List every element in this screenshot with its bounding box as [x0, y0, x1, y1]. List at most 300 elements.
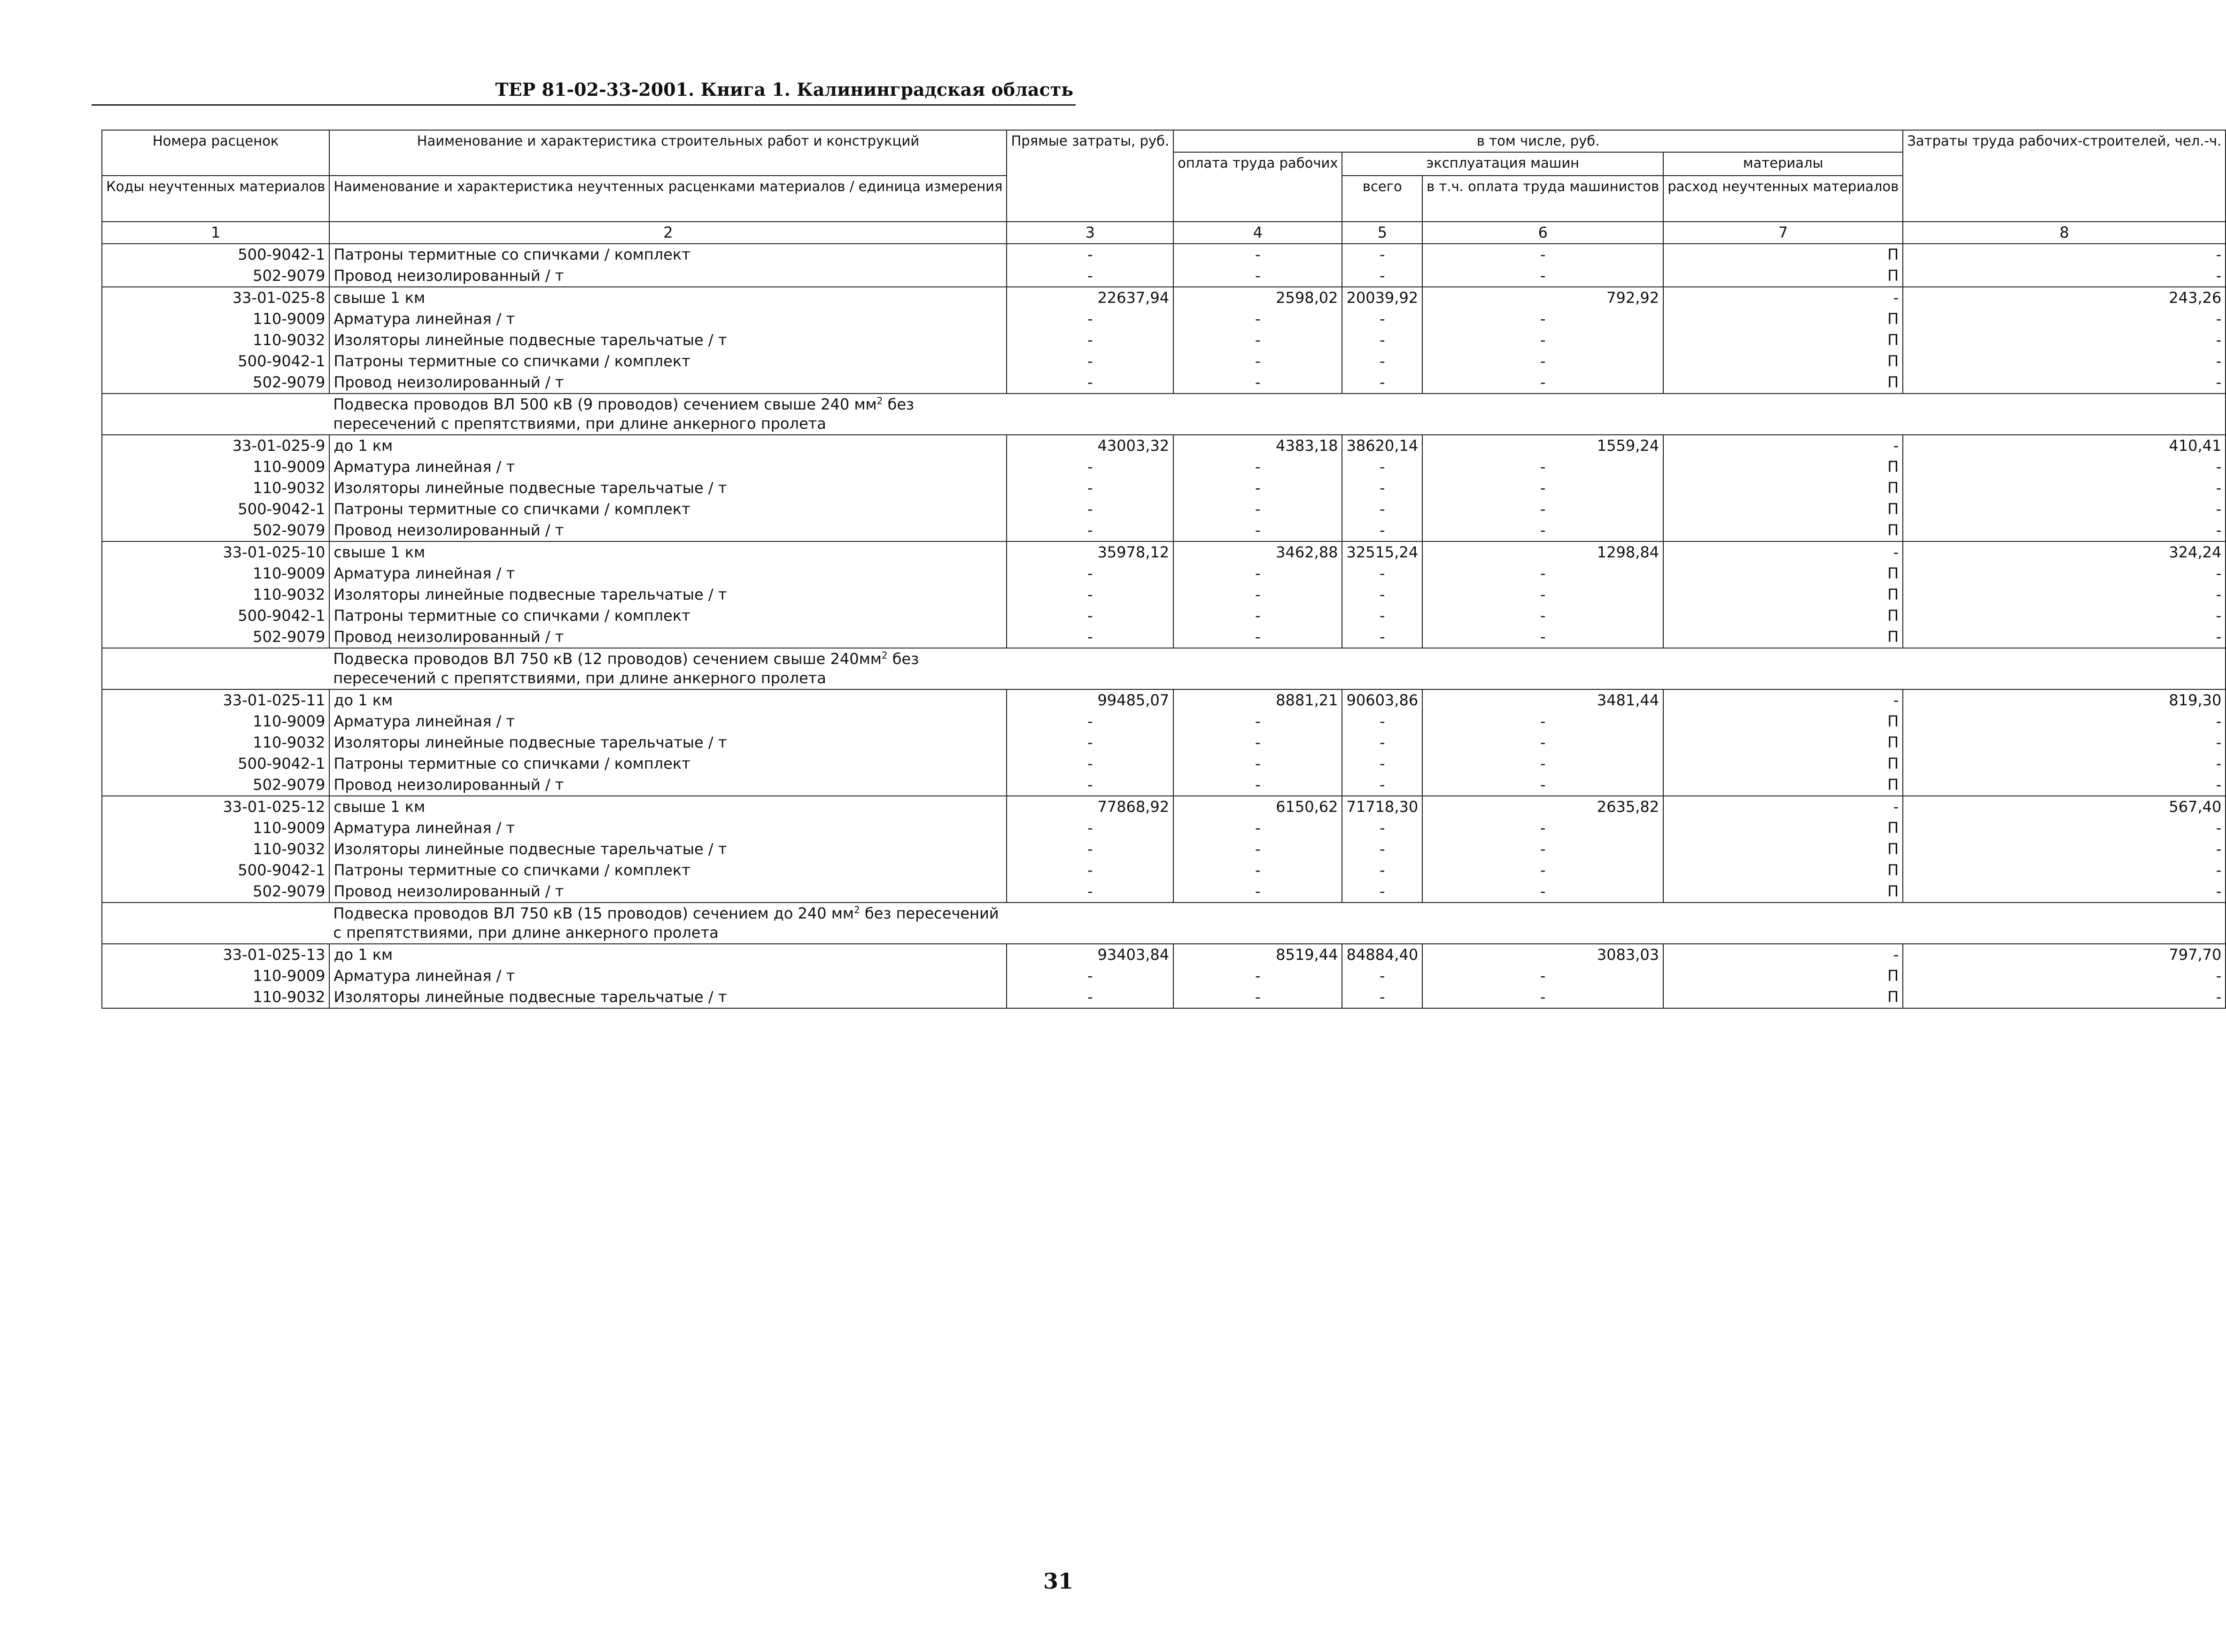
material-row: [102, 351, 2226, 372]
header-col8: Затраты труда рабочих-строителей, чел.-ч.: [1903, 130, 2226, 222]
value-cell: П: [1663, 626, 1903, 648]
value-cell: -: [1342, 965, 1422, 987]
value-cell: 22637,94: [1007, 287, 1173, 309]
value-cell: 4383,18: [1173, 435, 1342, 456]
material-name: Арматура линейная / т: [329, 818, 1007, 839]
value-cell: -: [1173, 499, 1342, 520]
value-cell: -: [1173, 244, 1342, 265]
value-cell: 35978,12: [1007, 541, 1173, 563]
value-cell: -: [1342, 711, 1422, 732]
material-code: 110-9009: [102, 563, 329, 584]
value-cell: -: [1007, 584, 1173, 605]
value-cell: 20039,92: [1342, 287, 1422, 309]
material-name: Изоляторы линейные подвесные тарельчатые / т: [329, 584, 1007, 605]
value-cell: П: [1663, 478, 1903, 499]
header-col6: в т.ч. оплата труда машинистов: [1422, 176, 1663, 222]
value-cell: П: [1663, 456, 1903, 478]
value-cell: -: [1422, 330, 1663, 351]
material-code: 110-9009: [102, 818, 329, 839]
material-name: Патроны термитные со спичками / комплект: [329, 605, 1007, 626]
value-cell: -: [1342, 563, 1422, 584]
material-name: Изоляторы линейные подвесные тарельчатые / т: [329, 732, 1007, 753]
value-cell: -: [1007, 711, 1173, 732]
value-cell: -: [1007, 732, 1173, 753]
value-cell: -: [1903, 711, 2226, 732]
value-cell: -: [1342, 456, 1422, 478]
value-cell: -: [1903, 881, 2226, 903]
value-cell: -: [1342, 818, 1422, 839]
value-cell: -: [1007, 860, 1173, 881]
value-cell: -: [1422, 732, 1663, 753]
header-col1-top: Номера расценок: [102, 130, 329, 176]
value-cell: П: [1663, 711, 1903, 732]
rate-row: [102, 944, 2226, 965]
material-code: 500-9042-1: [102, 499, 329, 520]
material-name: Провод неизолированный / т: [329, 881, 1007, 903]
value-cell: 3481,44: [1422, 689, 1663, 711]
value-cell: 1298,84: [1422, 541, 1663, 563]
material-code: 110-9032: [102, 732, 329, 753]
page-number: 31: [1043, 1568, 1073, 1594]
value-cell: П: [1663, 732, 1903, 753]
value-cell: -: [1007, 499, 1173, 520]
value-cell: -: [1903, 965, 2226, 987]
value-cell: -: [1663, 435, 1903, 456]
value-cell: 3462,88: [1173, 541, 1342, 563]
value-cell: 38620,14: [1342, 435, 1422, 456]
value-cell: -: [1422, 584, 1663, 605]
material-row: [102, 605, 2226, 626]
value-cell: П: [1663, 753, 1903, 774]
value-cell: П: [1663, 563, 1903, 584]
header-col2-top: Наименование и характеристика строительных работ и конструкций: [329, 130, 1007, 176]
value-cell: -: [1903, 372, 2226, 394]
value-cell: -: [1663, 689, 1903, 711]
table-header: [102, 130, 2226, 244]
value-cell: -: [1173, 330, 1342, 351]
value-cell: -: [1342, 244, 1422, 265]
material-row: [102, 330, 2226, 351]
rate-row: [102, 796, 2226, 818]
value-cell: П: [1663, 499, 1903, 520]
rate-code: 33-01-025-12: [102, 796, 329, 818]
value-cell: -: [1903, 818, 2226, 839]
material-name: Арматура линейная / т: [329, 965, 1007, 987]
material-code: 500-9042-1: [102, 244, 329, 265]
material-row: [102, 499, 2226, 520]
value-cell: -: [1342, 774, 1422, 796]
material-code: 502-9079: [102, 265, 329, 287]
value-cell: 243,26: [1903, 287, 2226, 309]
material-code: 110-9032: [102, 584, 329, 605]
header-rule: [92, 104, 1076, 106]
value-cell: 792,92: [1422, 287, 1663, 309]
value-cell: -: [1173, 372, 1342, 394]
material-name: Изоляторы линейные подвесные тарельчатые / т: [329, 478, 1007, 499]
value-cell: -: [1173, 478, 1342, 499]
superscript: 2: [854, 904, 860, 916]
value-cell: П: [1663, 584, 1903, 605]
material-code: 502-9079: [102, 372, 329, 394]
value-cell: -: [1342, 351, 1422, 372]
section-heading-text: Подвеска проводов ВЛ 750 кВ (12 проводов) сечением свыше 240мм: [333, 650, 882, 668]
value-cell: -: [1007, 774, 1173, 796]
value-cell: -: [1173, 753, 1342, 774]
value-cell: 2598,02: [1173, 287, 1342, 309]
value-cell: -: [1173, 309, 1342, 330]
material-code: 110-9032: [102, 987, 329, 1008]
value-cell: -: [1007, 520, 1173, 541]
material-row: [102, 584, 2226, 605]
section-heading: [329, 903, 1007, 944]
value-cell: -: [1173, 456, 1342, 478]
value-cell: -: [1007, 753, 1173, 774]
material-name: Изоляторы линейные подвесные тарельчатые / т: [329, 839, 1007, 860]
value-cell: 93403,84: [1007, 944, 1173, 965]
value-cell: -: [1342, 584, 1422, 605]
rate-row: [102, 287, 2226, 309]
material-code: 500-9042-1: [102, 605, 329, 626]
rate-name: до 1 км: [329, 689, 1007, 711]
section-heading-text: Подвеска проводов ВЛ 750 кВ (15 проводов) сечением до 240 мм: [333, 904, 854, 922]
value-cell: -: [1173, 584, 1342, 605]
section-heading-text-cont: без пересечений с препятствиями, при длине анкерного пролета: [333, 904, 999, 942]
header-col3: Прямые затраты, руб.: [1007, 130, 1173, 222]
value-cell: -: [1663, 944, 1903, 965]
value-cell: -: [1007, 839, 1173, 860]
column-number: 1: [102, 222, 329, 244]
section-heading-row: [102, 903, 2226, 944]
value-cell: П: [1663, 839, 1903, 860]
material-row: [102, 965, 2226, 987]
material-row: [102, 860, 2226, 881]
value-cell: -: [1903, 499, 2226, 520]
value-cell: 324,24: [1903, 541, 2226, 563]
column-number: 3: [1007, 222, 1173, 244]
rate-name: до 1 км: [329, 944, 1007, 965]
value-cell: -: [1007, 330, 1173, 351]
material-row: [102, 372, 2226, 394]
material-name: Изоляторы линейные подвесные тарельчатые / т: [329, 987, 1007, 1008]
value-cell: 84884,40: [1342, 944, 1422, 965]
value-cell: 43003,32: [1007, 435, 1173, 456]
value-cell: -: [1422, 711, 1663, 732]
value-cell: -: [1342, 605, 1422, 626]
material-code: 502-9079: [102, 881, 329, 903]
rate-name: свыше 1 км: [329, 796, 1007, 818]
value-cell: П: [1663, 351, 1903, 372]
value-cell: -: [1007, 351, 1173, 372]
value-cell: -: [1342, 860, 1422, 881]
value-cell: 71718,30: [1342, 796, 1422, 818]
value-cell: -: [1663, 541, 1903, 563]
column-number: 8: [1903, 222, 2226, 244]
superscript: 2: [881, 649, 888, 661]
value-cell: -: [1007, 265, 1173, 287]
value-cell: -: [1903, 265, 2226, 287]
value-cell: 797,70: [1903, 944, 2226, 965]
value-cell: -: [1903, 456, 2226, 478]
value-cell: -: [1173, 965, 1342, 987]
column-number: 2: [329, 222, 1007, 244]
value-cell: -: [1007, 626, 1173, 648]
value-cell: -: [1173, 860, 1342, 881]
header-col4: оплата труда рабочих: [1173, 152, 1342, 222]
value-cell: 567,40: [1903, 796, 2226, 818]
value-cell: -: [1422, 753, 1663, 774]
material-code: 110-9032: [102, 839, 329, 860]
value-cell: -: [1422, 456, 1663, 478]
value-cell: -: [1903, 584, 2226, 605]
value-cell: -: [1422, 265, 1663, 287]
value-cell: -: [1173, 351, 1342, 372]
value-cell: -: [1173, 839, 1342, 860]
value-cell: -: [1173, 711, 1342, 732]
value-cell: П: [1663, 965, 1903, 987]
column-number: 4: [1173, 222, 1342, 244]
value-cell: -: [1007, 244, 1173, 265]
value-cell: -: [1903, 626, 2226, 648]
material-name: Патроны термитные со спичками / комплект: [329, 860, 1007, 881]
value-cell: -: [1007, 818, 1173, 839]
value-cell: -: [1422, 774, 1663, 796]
value-cell: -: [1007, 881, 1173, 903]
material-name: Арматура линейная / т: [329, 711, 1007, 732]
material-name: Патроны термитные со спичками / комплект: [329, 499, 1007, 520]
value-cell: -: [1173, 265, 1342, 287]
column-number: 7: [1663, 222, 1903, 244]
value-cell: -: [1903, 605, 2226, 626]
value-cell: -: [1342, 499, 1422, 520]
rate-code: 33-01-025-8: [102, 287, 329, 309]
value-cell: -: [1173, 626, 1342, 648]
material-code: 110-9009: [102, 965, 329, 987]
header-group: в том числе, руб.: [1173, 130, 1903, 152]
value-cell: -: [1903, 563, 2226, 584]
value-cell: -: [1173, 881, 1342, 903]
material-row: [102, 309, 2226, 330]
material-row: [102, 563, 2226, 584]
value-cell: П: [1663, 987, 1903, 1008]
material-name: Арматура линейная / т: [329, 563, 1007, 584]
value-cell: -: [1422, 839, 1663, 860]
value-cell: 6150,62: [1173, 796, 1342, 818]
rate-row: [102, 689, 2226, 711]
value-cell: 32515,24: [1342, 541, 1422, 563]
value-cell: 77868,92: [1007, 796, 1173, 818]
rate-name: до 1 км: [329, 435, 1007, 456]
rate-name: свыше 1 км: [329, 287, 1007, 309]
value-cell: -: [1007, 478, 1173, 499]
value-cell: -: [1903, 330, 2226, 351]
material-row: [102, 626, 2226, 648]
material-row: [102, 244, 2226, 265]
material-row: [102, 478, 2226, 499]
rates-table: [101, 130, 2226, 1009]
rate-name: свыше 1 км: [329, 541, 1007, 563]
value-cell: 410,41: [1903, 435, 2226, 456]
value-cell: -: [1903, 244, 2226, 265]
section-heading-text: Подвеска проводов ВЛ 500 кВ (9 проводов) сечением свыше 240 мм: [333, 395, 877, 413]
rate-code: 33-01-025-13: [102, 944, 329, 965]
rate-code: 33-01-025-10: [102, 541, 329, 563]
value-cell: -: [1007, 309, 1173, 330]
value-cell: П: [1663, 774, 1903, 796]
rate-code: 33-01-025-9: [102, 435, 329, 456]
value-cell: -: [1422, 309, 1663, 330]
value-cell: П: [1663, 265, 1903, 287]
value-cell: П: [1663, 309, 1903, 330]
value-cell: -: [1342, 839, 1422, 860]
value-cell: -: [1903, 839, 2226, 860]
value-cell: -: [1342, 372, 1422, 394]
value-cell: 8881,21: [1173, 689, 1342, 711]
value-cell: -: [1173, 563, 1342, 584]
value-cell: -: [1422, 244, 1663, 265]
material-code: 500-9042-1: [102, 753, 329, 774]
value-cell: -: [1422, 987, 1663, 1008]
value-cell: -: [1903, 774, 2226, 796]
material-name: Арматура линейная / т: [329, 309, 1007, 330]
page-header-title: ТЕР 81-02-33-2001. Книга 1. Калининградская область: [495, 79, 1073, 100]
material-row: [102, 711, 2226, 732]
value-cell: -: [1007, 456, 1173, 478]
rate-row: [102, 541, 2226, 563]
material-code: 110-9009: [102, 309, 329, 330]
value-cell: -: [1422, 351, 1663, 372]
value-cell: -: [1422, 372, 1663, 394]
material-name: Провод неизолированный / т: [329, 265, 1007, 287]
value-cell: -: [1422, 563, 1663, 584]
material-row: [102, 881, 2226, 903]
header-col1-bottom: Коды неучтенных материалов: [102, 176, 329, 222]
value-cell: -: [1422, 520, 1663, 541]
value-cell: -: [1903, 351, 2226, 372]
value-cell: -: [1422, 965, 1663, 987]
header-col5: всего: [1342, 176, 1422, 222]
material-code: 502-9079: [102, 774, 329, 796]
value-cell: 3083,03: [1422, 944, 1663, 965]
value-cell: -: [1342, 478, 1422, 499]
rate-row: [102, 435, 2226, 456]
value-cell: -: [1007, 965, 1173, 987]
value-cell: -: [1173, 818, 1342, 839]
value-cell: 8519,44: [1173, 944, 1342, 965]
value-cell: П: [1663, 881, 1903, 903]
material-name: Патроны термитные со спичками / комплект: [329, 351, 1007, 372]
material-code: 500-9042-1: [102, 351, 329, 372]
material-row: [102, 839, 2226, 860]
value-cell: -: [1173, 732, 1342, 753]
material-name: Изоляторы линейные подвесные тарельчатые / т: [329, 330, 1007, 351]
value-cell: 819,30: [1903, 689, 2226, 711]
value-cell: -: [1422, 499, 1663, 520]
material-name: Патроны термитные со спичками / комплект: [329, 753, 1007, 774]
header-col2-bottom: Наименование и характеристика неучтенных расценками материалов / единица измерения: [329, 176, 1007, 222]
value-cell: -: [1422, 605, 1663, 626]
value-cell: -: [1342, 265, 1422, 287]
value-cell: -: [1342, 732, 1422, 753]
value-cell: -: [1422, 881, 1663, 903]
header-machines: эксплуатация машин: [1342, 152, 1663, 176]
value-cell: -: [1903, 309, 2226, 330]
material-row: [102, 265, 2226, 287]
material-code: 110-9009: [102, 711, 329, 732]
material-row: [102, 520, 2226, 541]
value-cell: -: [1422, 626, 1663, 648]
header-materials: материалы: [1663, 152, 1903, 176]
value-cell: -: [1007, 372, 1173, 394]
value-cell: П: [1663, 372, 1903, 394]
material-row: [102, 456, 2226, 478]
value-cell: -: [1342, 753, 1422, 774]
column-number: 6: [1422, 222, 1663, 244]
value-cell: 2635,82: [1422, 796, 1663, 818]
value-cell: П: [1663, 330, 1903, 351]
value-cell: -: [1342, 309, 1422, 330]
table-body: [102, 244, 2226, 1008]
value-cell: -: [1663, 287, 1903, 309]
value-cell: -: [1903, 860, 2226, 881]
value-cell: -: [1342, 626, 1422, 648]
value-cell: -: [1422, 818, 1663, 839]
material-name: Арматура линейная / т: [329, 456, 1007, 478]
value-cell: П: [1663, 860, 1903, 881]
value-cell: -: [1342, 881, 1422, 903]
value-cell: -: [1173, 987, 1342, 1008]
material-name: Патроны термитные со спичками / комплект: [329, 244, 1007, 265]
value-cell: -: [1422, 860, 1663, 881]
material-name: Провод неизолированный / т: [329, 774, 1007, 796]
material-code: 502-9079: [102, 520, 329, 541]
material-name: Провод неизолированный / т: [329, 626, 1007, 648]
value-cell: 1559,24: [1422, 435, 1663, 456]
value-cell: -: [1342, 520, 1422, 541]
value-cell: -: [1903, 753, 2226, 774]
material-row: [102, 753, 2226, 774]
value-cell: П: [1663, 244, 1903, 265]
value-cell: 99485,07: [1007, 689, 1173, 711]
value-cell: -: [1422, 478, 1663, 499]
material-code: 110-9032: [102, 478, 329, 499]
value-cell: -: [1342, 330, 1422, 351]
value-cell: -: [1663, 796, 1903, 818]
value-cell: -: [1903, 732, 2226, 753]
value-cell: -: [1007, 987, 1173, 1008]
value-cell: -: [1173, 605, 1342, 626]
value-cell: П: [1663, 520, 1903, 541]
material-row: [102, 987, 2226, 1008]
material-row: [102, 818, 2226, 839]
value-cell: 90603,86: [1342, 689, 1422, 711]
section-heading: [329, 648, 1007, 689]
value-cell: -: [1007, 563, 1173, 584]
material-code: 500-9042-1: [102, 860, 329, 881]
superscript: 2: [876, 395, 883, 407]
value-cell: -: [1173, 520, 1342, 541]
material-code: 502-9079: [102, 626, 329, 648]
value-cell: -: [1903, 987, 2226, 1008]
material-name: Провод неизолированный / т: [329, 520, 1007, 541]
section-heading-row: [102, 394, 2226, 435]
material-code: 110-9009: [102, 456, 329, 478]
value-cell: -: [1007, 605, 1173, 626]
value-cell: П: [1663, 605, 1903, 626]
value-cell: -: [1903, 478, 2226, 499]
value-cell: -: [1173, 774, 1342, 796]
section-heading-text-cont: без пересечений с препятствиями, при длине анкерного пролета: [333, 395, 915, 432]
section-heading-text-cont: без пересечений с препятствиями, при длине анкерного пролета: [333, 650, 919, 687]
